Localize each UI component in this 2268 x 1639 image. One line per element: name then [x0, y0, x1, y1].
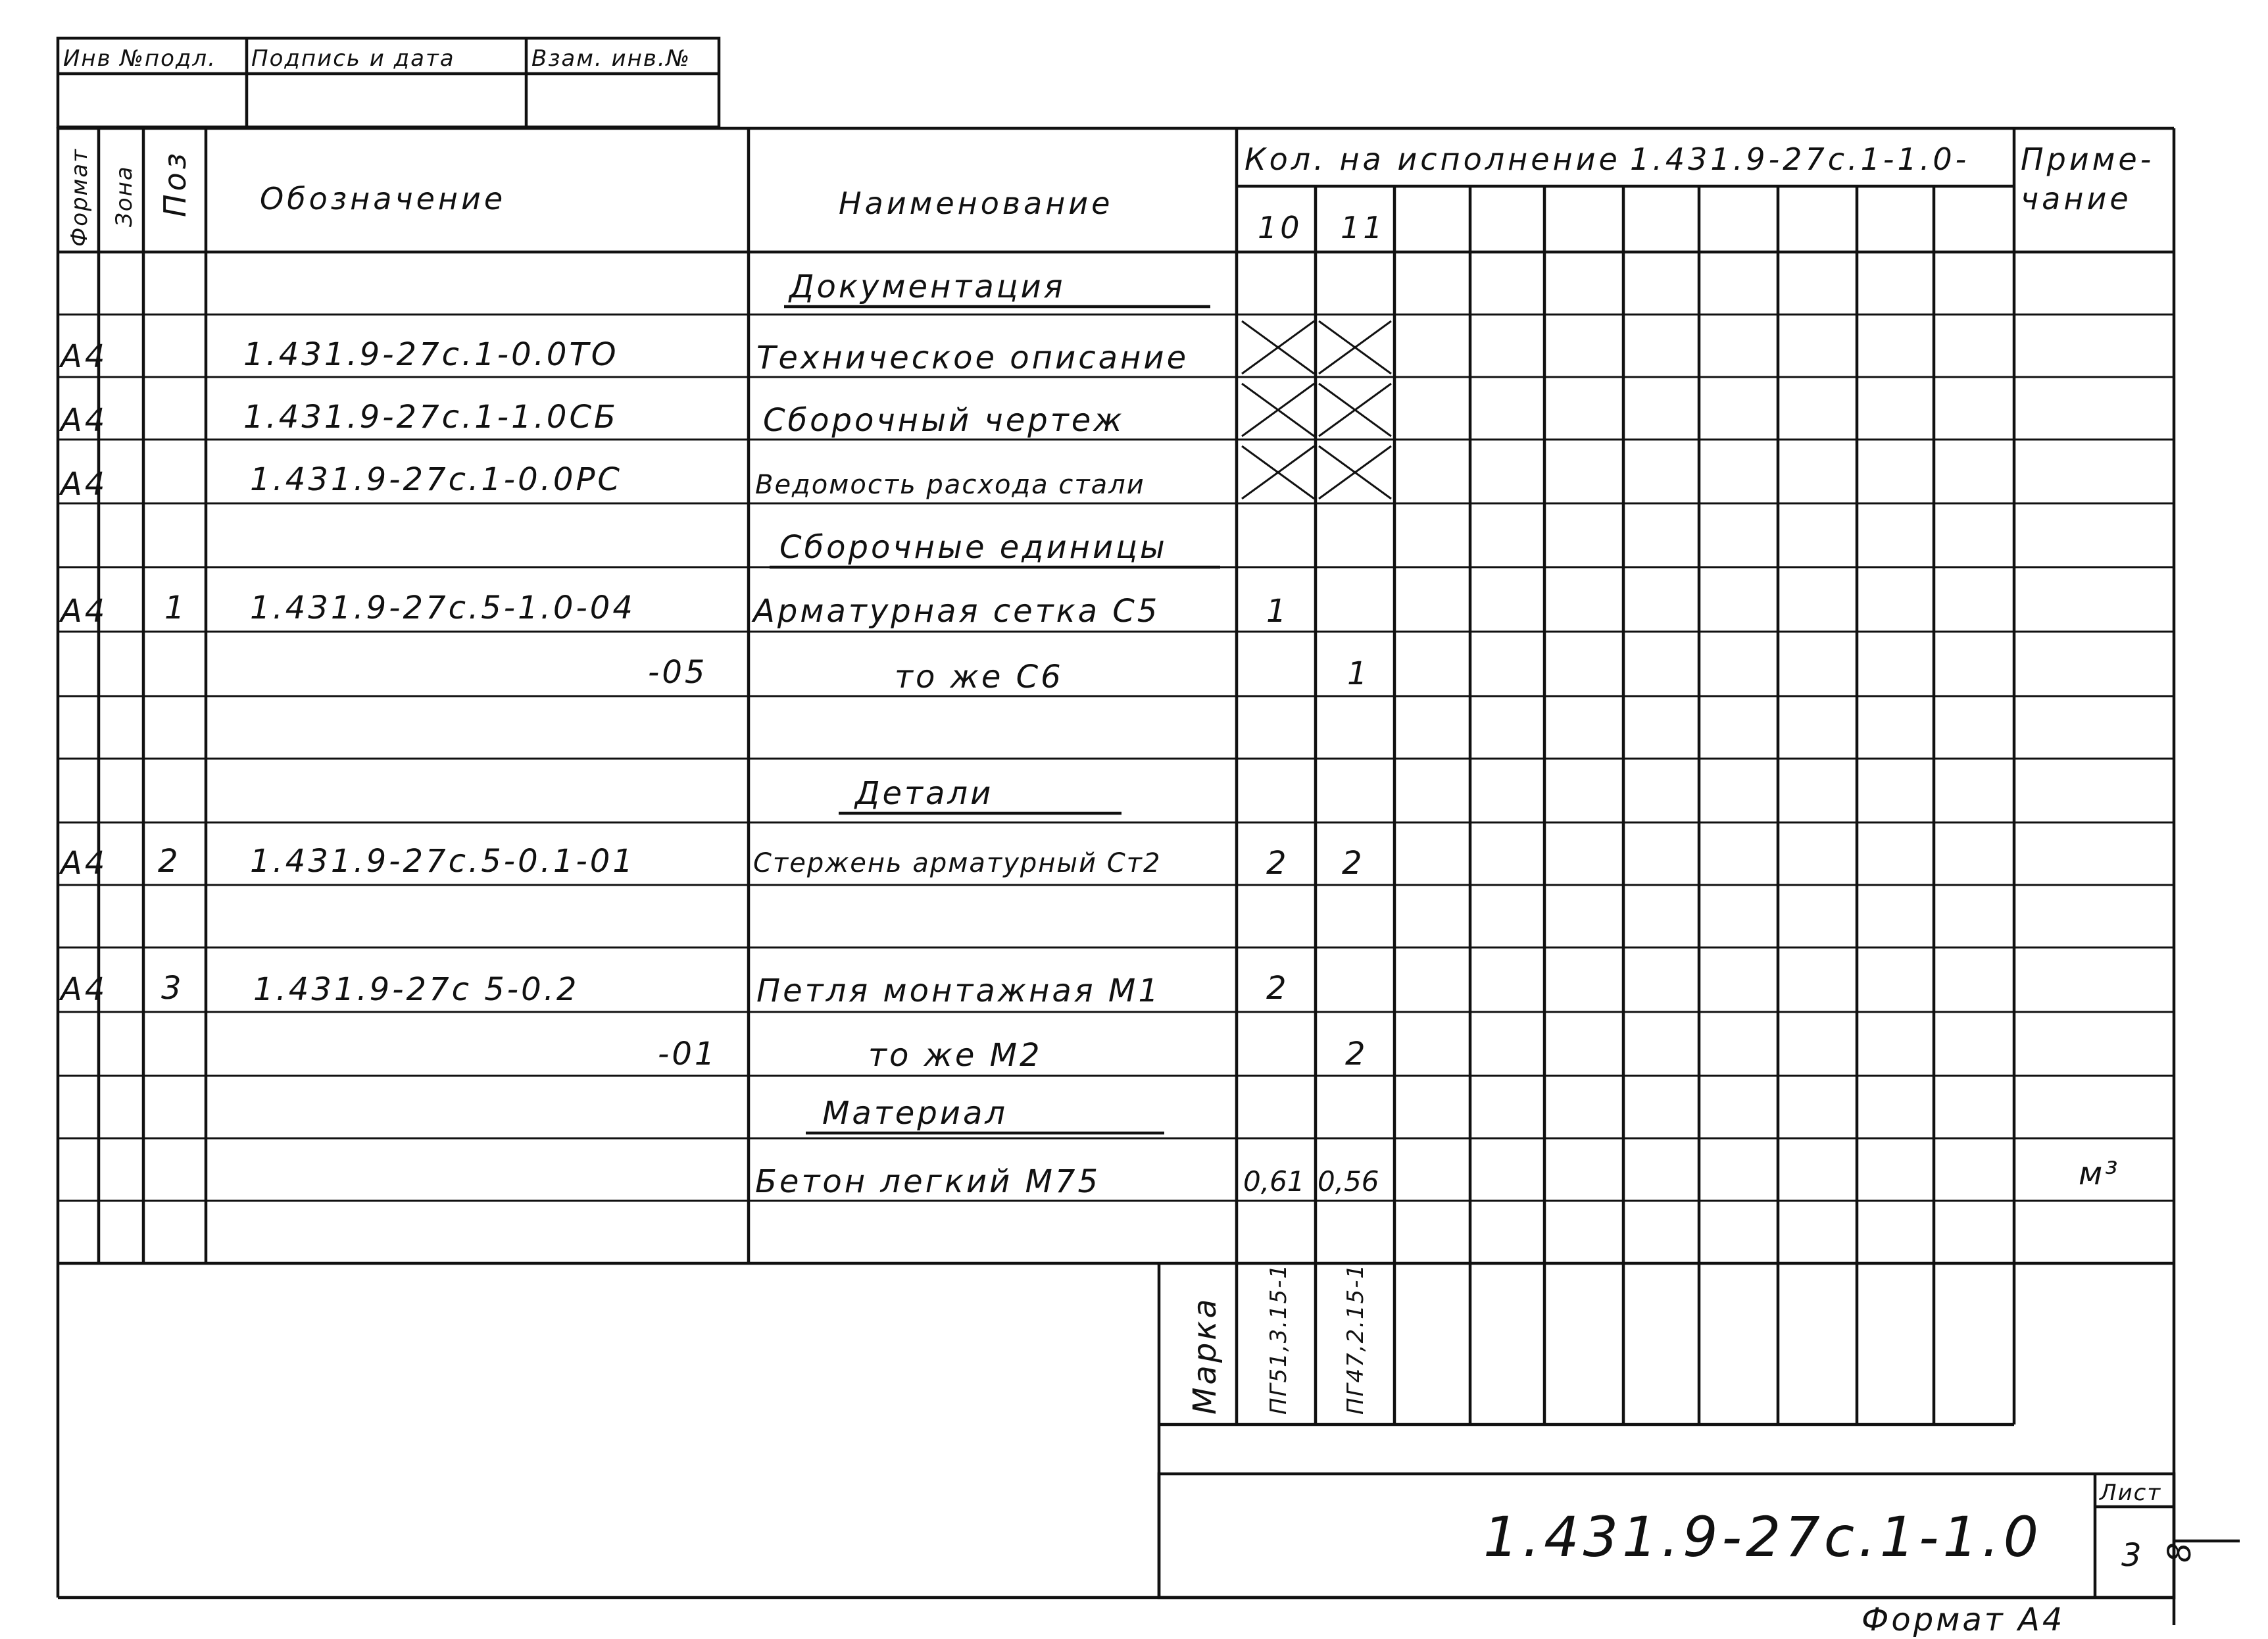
- row-q10: 2: [1266, 845, 1289, 882]
- table-row: [59, 843, 1365, 882]
- sheet-number: 3: [2121, 1537, 2144, 1574]
- row-designation: 1.431.9-27с.5-0.1-01: [250, 843, 635, 880]
- doc-code: 1.431.9-27с.1-1.0: [1483, 1505, 2043, 1569]
- row-q10: 1: [1266, 593, 1289, 630]
- table-row: [59, 970, 1289, 1009]
- row-q10: 0,61: [1243, 1165, 1305, 1198]
- header-zone: Зона: [111, 165, 137, 227]
- header-format: Формат: [66, 148, 93, 247]
- row-designation: 1.431.9-27с 5-0.2: [253, 971, 579, 1008]
- header-exec-10: 10: [1258, 210, 1303, 245]
- section-documentation: Документация: [789, 268, 1066, 305]
- row-name: Ведомость расхода стали: [755, 470, 1145, 500]
- row-format: А4: [61, 338, 108, 375]
- header-pos: Поз: [157, 149, 193, 217]
- row-format: А4: [61, 402, 108, 439]
- row-q11: 2: [1345, 1036, 1368, 1072]
- row-q10: 2: [1266, 970, 1289, 1007]
- row-q11: 2: [1342, 845, 1365, 882]
- table-row: [648, 654, 1370, 695]
- row-pos: 1: [164, 590, 187, 626]
- row-format: А4: [61, 845, 108, 882]
- header-qty-code: 1.431.9-27с.1-1.0-: [1630, 141, 1970, 177]
- marka-v10: ПГ51,3.15-1: [1266, 1263, 1292, 1415]
- row-name: то же М2: [868, 1037, 1043, 1074]
- stamp-inv-no: Инв №подл.: [63, 45, 216, 72]
- row-pos: 3: [161, 970, 184, 1007]
- row-q11: 1: [1347, 655, 1370, 692]
- stamp-replaced-inv: Взам. инв.№: [531, 45, 691, 72]
- top-stamp: [58, 38, 719, 127]
- row-note: м³: [2079, 1155, 2121, 1192]
- header-exec-11: 11: [1341, 210, 1386, 245]
- header-name: Наименование: [839, 186, 1114, 221]
- table-row: [59, 399, 1125, 439]
- header-designation: Обозначение: [260, 181, 506, 216]
- row-name: Стержень арматурный Ст2: [753, 848, 1162, 878]
- row-format: А4: [61, 466, 108, 503]
- header-note-1: Приме-: [2021, 141, 2155, 177]
- row-name: Петля монтажная М1: [756, 972, 1161, 1009]
- row-name: Сборочный чертеж: [763, 402, 1125, 439]
- side-number: 8: [2161, 1540, 2198, 1563]
- marka-block: [1187, 1263, 1369, 1415]
- table-row: [59, 336, 1189, 376]
- table-rows: [59, 321, 2120, 1200]
- section-assembly-units: Сборочные единицы: [779, 529, 1168, 566]
- row-designation: -01: [658, 1036, 718, 1072]
- format-label: Формат А4: [1861, 1601, 2065, 1638]
- sheet-label: Лист: [2100, 1480, 2162, 1506]
- section-material: Материал: [822, 1095, 1008, 1132]
- table-row: [59, 590, 1289, 630]
- header-note-2: чание: [2021, 181, 2132, 216]
- row-name: Арматурная сетка С5: [753, 593, 1160, 630]
- marka-label: Марка: [1187, 1296, 1223, 1415]
- table-row: [755, 1155, 2120, 1200]
- row-designation: 1.431.9-27с.1-0.0РС: [250, 461, 622, 498]
- row-designation: -05: [648, 654, 708, 691]
- row-name: Бетон легкий М75: [755, 1163, 1100, 1200]
- row-q11: 0,56: [1318, 1165, 1379, 1198]
- title-block: [1159, 1474, 2240, 1598]
- table-row: [658, 1036, 1368, 1074]
- marka-v11: ПГ47,2.15-1: [1343, 1263, 1369, 1415]
- stamp-signature-date: Подпись и дата: [251, 45, 455, 72]
- table-row: [59, 461, 1145, 503]
- section-details: Детали: [855, 775, 994, 812]
- row-designation: 1.431.9-27с.1-0.0ТО: [243, 336, 619, 373]
- row-format: А4: [61, 593, 108, 630]
- row-format: А4: [61, 971, 108, 1008]
- row-name: Техническое описание: [756, 340, 1189, 376]
- row-designation: 1.431.9-27с.1-1.0СБ: [243, 399, 618, 436]
- row-designation: 1.431.9-27с.5-1.0-04: [250, 590, 635, 626]
- header-qty: Кол. на исполнение: [1245, 141, 1621, 177]
- table-header: [66, 141, 2154, 247]
- row-name: то же С6: [895, 659, 1064, 695]
- row-pos: 2: [158, 843, 181, 880]
